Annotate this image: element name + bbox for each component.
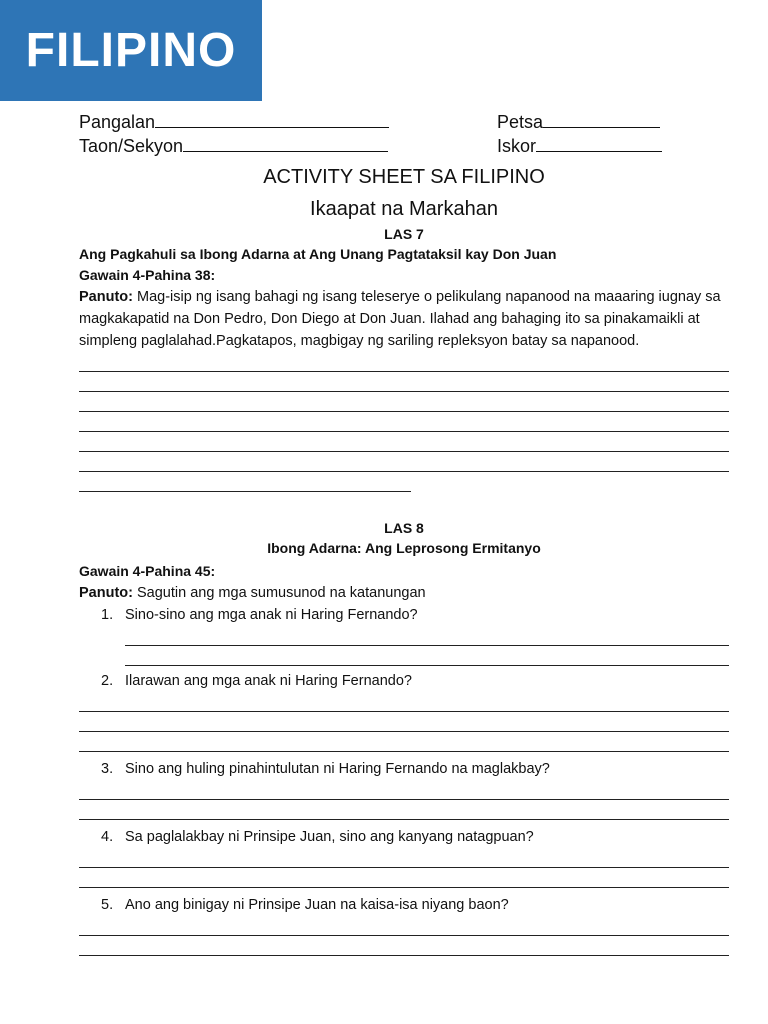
las8-panuto-label: Panuto:: [79, 585, 133, 601]
question-1: [79, 604, 729, 626]
question-5: [79, 894, 729, 916]
las7-panuto-label: Panuto:: [79, 289, 133, 305]
name-label: Pangalan: [79, 112, 156, 132]
answer-line[interactable]: [79, 432, 729, 452]
answer-line[interactable]: [79, 412, 729, 432]
question-number: 2.: [101, 673, 114, 689]
score-label: Iskor: [497, 136, 537, 156]
las7-label: LAS 7: [384, 226, 424, 242]
las7-gawain: Gawain 4-Pahina 38:: [79, 267, 216, 283]
question-4: [79, 826, 729, 848]
answer-line[interactable]: [79, 848, 729, 868]
answer-line[interactable]: [125, 626, 729, 646]
answer-line[interactable]: [79, 916, 729, 936]
question-text: Sa paglalakbay ni Prinsipe Juan, sino ang kanyang natagpuan?: [125, 829, 534, 845]
name-blank[interactable]: [155, 113, 389, 128]
worksheet: [79, 112, 729, 956]
score-field[interactable]: [497, 136, 662, 157]
section-field[interactable]: [79, 136, 388, 157]
question-5-answer-lines[interactable]: [79, 916, 729, 956]
answer-line[interactable]: [79, 372, 729, 392]
las8-instructions: [79, 582, 729, 604]
question-text: Ilarawan ang mga anak ni Haring Fernando?: [125, 673, 412, 689]
question-text: Ano ang binigay ni Prinsipe Juan na kaisa-isa niyang baon?: [125, 897, 509, 913]
las7-answer-lines[interactable]: [79, 352, 729, 492]
sheet-subtitle: Ikaapat na Markahan: [310, 198, 498, 220]
answer-line[interactable]: [79, 780, 729, 800]
las8-label: LAS 8: [384, 520, 424, 536]
answer-line[interactable]: [79, 800, 729, 820]
las8-gawain: Gawain 4-Pahina 45:: [79, 563, 216, 579]
answer-line[interactable]: [125, 646, 729, 666]
question-text: Sino-sino ang mga anak ni Haring Fernando?: [125, 607, 418, 623]
answer-line[interactable]: [79, 692, 729, 712]
question-4-answer-lines[interactable]: [79, 848, 729, 888]
answer-line[interactable]: [79, 868, 729, 888]
answer-line[interactable]: [79, 452, 729, 472]
banner-title: FILIPINO: [25, 24, 237, 77]
question-3: [79, 758, 729, 780]
answer-line[interactable]: [79, 732, 729, 752]
las8-topic: Ibong Adarna: Ang Leprosong Ermitanyo: [267, 540, 541, 556]
las7-panuto-text: Mag-isip ng isang bahagi ng isang teleserye o pelikulang napanood na maaaring iugnay sa magkakapatid na Don Pedro, Don Diego at Don Juan. Ilahad ang bahaging ito sa pinakamaikli at simpleng paglalahad.Pagkatapos, magbigay ng sariling repleksyon batay sa napanood.: [79, 289, 721, 349]
las7-topic: Ang Pagkahuli sa Ibong Adarna at Ang Unang Pagtataksil kay Don Juan: [79, 246, 557, 262]
question-3-answer-lines[interactable]: [79, 780, 729, 820]
question-2-answer-lines[interactable]: [79, 692, 729, 752]
section-blank[interactable]: [183, 137, 388, 152]
subject-banner: [0, 0, 262, 101]
date-label: Petsa: [497, 112, 544, 132]
date-blank[interactable]: [543, 113, 660, 128]
question-2: [79, 670, 729, 692]
section-label: Taon/Sekyon: [79, 136, 184, 156]
answer-line[interactable]: [79, 472, 411, 492]
question-text: Sino ang huling pinahintulutan ni Haring Fernando na maglakbay?: [125, 761, 550, 777]
date-field[interactable]: [497, 112, 660, 133]
answer-line[interactable]: [79, 936, 729, 956]
score-blank[interactable]: [536, 137, 662, 152]
las8-panuto-text: Sagutin ang mga sumusunod na katanungan: [132, 585, 426, 601]
answer-line[interactable]: [79, 352, 729, 372]
answer-line[interactable]: [79, 392, 729, 412]
sheet-title: ACTIVITY SHEET SA FILIPINO: [263, 166, 545, 188]
header-row-2: [79, 136, 729, 160]
answer-line[interactable]: [79, 712, 729, 732]
name-field[interactable]: [79, 112, 389, 133]
question-number: 5.: [101, 897, 114, 913]
las7-instructions: [79, 286, 729, 352]
question-number: 4.: [101, 829, 114, 845]
question-number: 3.: [101, 761, 114, 777]
question-number: 1.: [101, 607, 114, 623]
header-row-1: [79, 112, 729, 136]
question-1-answer-lines[interactable]: [125, 626, 729, 666]
